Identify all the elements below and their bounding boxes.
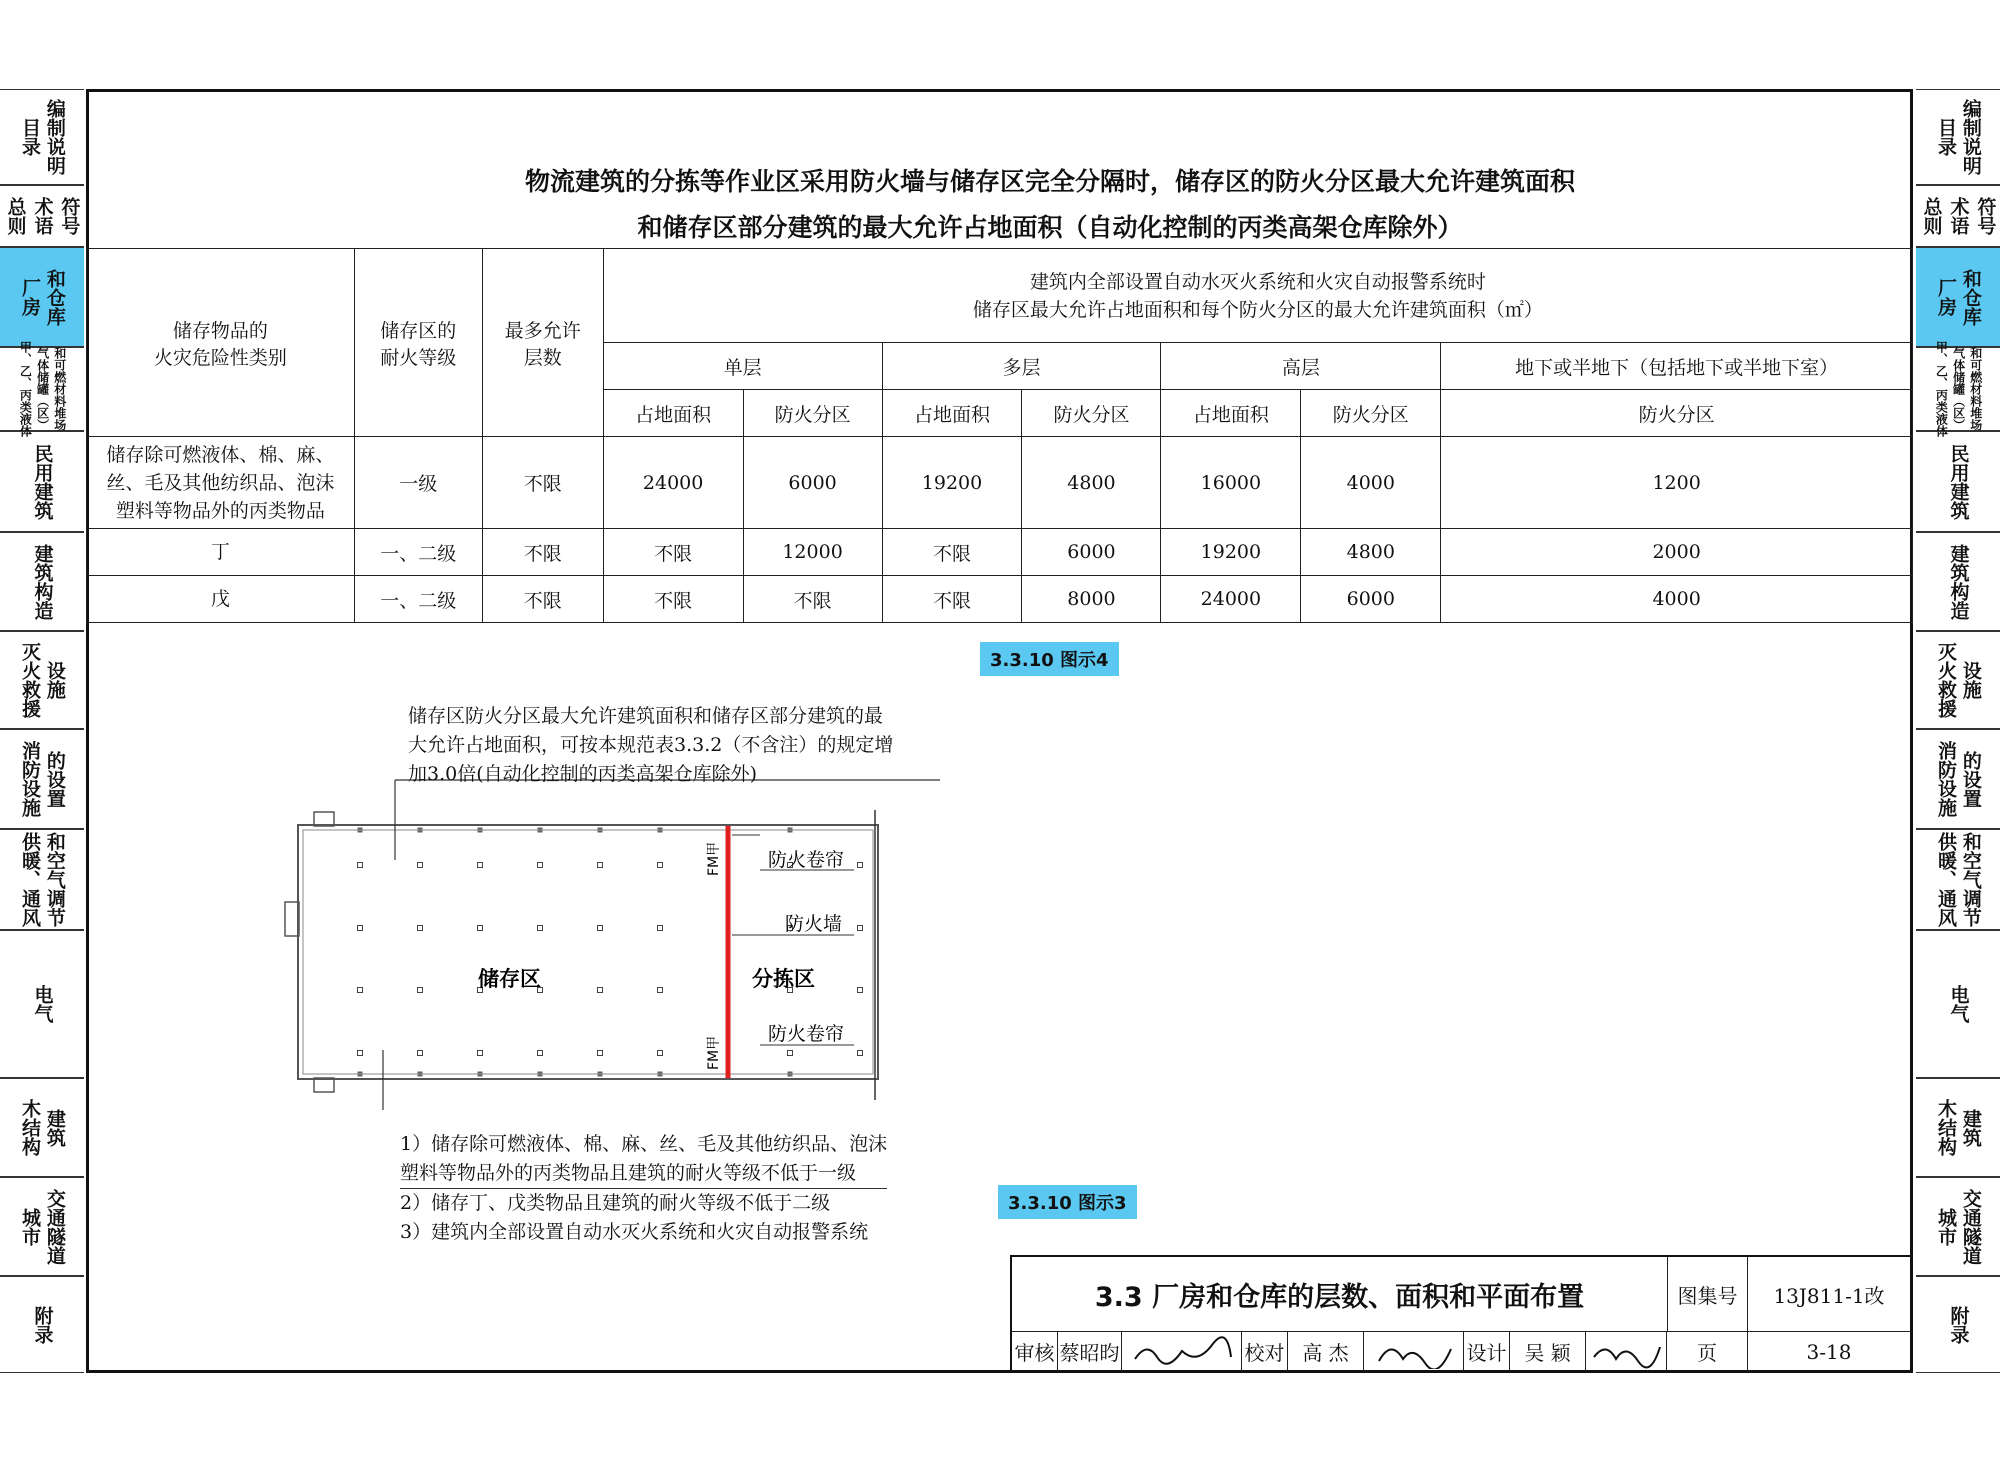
sidebar-tab-text: 灭火救援: [19, 642, 41, 718]
cell-category-line: 丁: [210, 541, 230, 563]
sidebar-tab-label: [1948, 1306, 1969, 1344]
header-floors: 最多允许 层数: [482, 249, 603, 437]
door-label-top: FM甲: [706, 841, 722, 876]
sidebar-tab-label: [1935, 741, 1981, 817]
area-table: [86, 248, 1913, 623]
atlas-label: 图集号: [1667, 1257, 1747, 1331]
column-marker: [538, 926, 543, 931]
sidebar-tab-mulu[interactable]: [1916, 89, 2000, 185]
sidebar-tab-text: 交通隧道: [1959, 1188, 1982, 1265]
cell-value: 6000: [743, 437, 882, 529]
sidebar-tab-label: [1948, 444, 1969, 520]
sidebar-tab-text: 和仓库: [1959, 268, 1982, 326]
cell-value: 19200: [882, 437, 1022, 529]
designer-signature: [1586, 1331, 1667, 1371]
cell-value: 4800: [1301, 529, 1441, 576]
sidebar-tab-text: 和可燃材料堆场: [52, 347, 67, 431]
sidebar-tab-label: [19, 269, 65, 326]
column-marker: [418, 1051, 423, 1056]
cell-floors: 不限: [482, 437, 603, 529]
header-zone: 防火分区: [1301, 390, 1441, 437]
column-marker: [658, 988, 663, 993]
sidebar-tab-label: [32, 544, 53, 620]
sidebar-tab-text: 符号: [1974, 197, 1997, 235]
cell-value: 12000: [743, 529, 882, 576]
sidebar-tab-chengshi[interactable]: [1916, 1177, 2000, 1276]
header-area: 占地面积: [1161, 390, 1301, 437]
sidebar-tab-miehuo[interactable]: [0, 631, 84, 729]
sidebar-tab-text: 和仓库: [43, 268, 66, 326]
sidebar-tab-label: [19, 99, 65, 175]
signature-mark-1: [1127, 1335, 1237, 1369]
label-fire-wall: 防火墙: [785, 913, 843, 935]
sidebar-tab-changfang[interactable]: [1916, 247, 2000, 347]
sidebar-tab-gouzao[interactable]: [1916, 532, 2000, 631]
sidebar-tab-label: [1935, 642, 1981, 718]
checker-signature: [1364, 1331, 1464, 1371]
header-zone: 防火分区: [1441, 390, 1913, 437]
sidebar-tab-text: 建筑构造: [1947, 543, 1970, 620]
sidebar-tab-label: [1935, 269, 1981, 326]
label-sorting-area: 分拣区: [752, 967, 815, 991]
table-row: [87, 529, 1913, 576]
column-marker: [658, 1051, 663, 1056]
sidebar-tab-text: 供暖、通风: [19, 832, 41, 927]
header-area: 占地面积: [603, 390, 743, 437]
sidebar-tab-text: 附录: [1947, 1305, 1970, 1344]
sidebar-tab-text: 编制说明: [43, 99, 66, 175]
cell-value: 6000: [1022, 529, 1161, 576]
sidebar-tab-text: 总则: [1920, 197, 1943, 235]
sidebar-tab-text: 厂房: [1935, 278, 1957, 316]
sidebar-tab-text: 甲、乙、丙类液体: [18, 341, 33, 437]
signature-mark-2: [1369, 1335, 1459, 1369]
sidebar-tab-label: [19, 1099, 65, 1156]
sidebar-tab-mujiegou[interactable]: [0, 1078, 84, 1177]
column-marker: [358, 863, 363, 868]
header-zone: 防火分区: [1022, 390, 1161, 437]
cell-value: 24000: [603, 437, 743, 529]
sidebar-tab-text: 城市: [1935, 1207, 1957, 1246]
table-row: [87, 437, 1913, 529]
header-span: 建筑内全部设置自动水灭火系统和火灾自动报警系统时 储存区最大允许占地面积和每个防火分区的最大允许建筑面积（㎡）: [603, 249, 1912, 343]
sidebar-tab-text: 消防设施: [19, 741, 41, 817]
sidebar-tab-label: [1934, 341, 1982, 437]
sidebar-tab-label: [1935, 1099, 1981, 1156]
cell-floors: 不限: [482, 529, 603, 576]
cell-value: 不限: [743, 576, 882, 623]
column-marker: [538, 1051, 543, 1056]
sidebar-tab-changfang[interactable]: [0, 247, 84, 347]
sidebar-tab-fulu[interactable]: [0, 1276, 84, 1373]
header-multi: 多层: [882, 343, 1161, 390]
cell-value: 2000: [1441, 529, 1913, 576]
column-marker: [478, 926, 483, 931]
cell-value: 1200: [1441, 437, 1913, 529]
sidebar-tab-label: [1948, 985, 1969, 1023]
sidebar-tab-text: 建筑构造: [31, 543, 54, 620]
column-marker: [418, 926, 423, 931]
reviewer-signature: [1122, 1331, 1242, 1371]
cell-category: [87, 529, 355, 576]
sidebar-tab-text: 民用建筑: [31, 443, 54, 520]
column-marker: [358, 926, 363, 931]
sidebar-tab-dianqi[interactable]: [1916, 930, 2000, 1078]
label-shutter-top: 防火卷帘: [768, 849, 845, 871]
title-block-title: 3.3 厂房和仓库的层数、面积和平面布置: [1094, 1281, 1585, 1313]
cell-value: 4000: [1441, 576, 1913, 623]
sidebar-tab-label: [18, 341, 66, 437]
column-marker: [478, 863, 483, 868]
sidebar-tab-text: 目录: [1935, 118, 1957, 156]
designer: 吴 颖: [1510, 1331, 1586, 1371]
sidebar-tab-text: 厂房: [19, 278, 41, 316]
sidebar-tab-miehuo[interactable]: [1916, 631, 2000, 729]
sidebar-tab-gongnuan[interactable]: [0, 829, 84, 930]
column-marker: [598, 926, 603, 931]
column-marker: [788, 1051, 793, 1056]
sidebar-tab-fulu[interactable]: [1916, 1276, 2000, 1373]
cell-category: [87, 576, 355, 623]
sidebar-tab-text: 的设置: [1959, 750, 1982, 808]
label-shutter-bottom: 防火卷帘: [768, 1023, 845, 1045]
sidebar-tab-minyong[interactable]: [0, 431, 84, 532]
sidebar-tab-label: [1935, 99, 1981, 175]
sidebar-tab-text: 交通隧道: [43, 1188, 66, 1265]
cell-value: 16000: [1161, 437, 1301, 529]
header-area: 占地面积: [882, 390, 1022, 437]
column-marker: [598, 988, 603, 993]
checker: 高 杰: [1288, 1331, 1364, 1371]
sidebar-tab-gongnuan[interactable]: [1916, 829, 2000, 930]
header-category: 储存物品的 火灾危险性类别: [87, 249, 355, 437]
sidebar-tab-text: 和空气调节: [1959, 832, 1982, 927]
sidebar-tab-text: 和可燃材料堆场: [1968, 347, 1983, 431]
stair-top: [314, 812, 334, 826]
column-marker: [598, 1051, 603, 1056]
sidebar-tab-text: 城市: [19, 1207, 41, 1246]
sidebar-tab-text: 电气: [31, 985, 54, 1023]
column-marker: [418, 988, 423, 993]
sidebar-tab-minyong[interactable]: [1916, 431, 2000, 532]
sidebar-tab-xiaofang[interactable]: [1916, 729, 2000, 829]
sidebar-tab-text: 符号: [58, 197, 81, 235]
design-label: 设计: [1464, 1331, 1510, 1371]
sidebar-tab-label: [1921, 197, 1996, 235]
title-block: [1010, 1255, 1913, 1373]
column-marker: [858, 988, 863, 993]
sidebar-tab-label: [32, 985, 53, 1023]
column-marker: [418, 863, 423, 868]
sidebar-tab-text: 目录: [19, 118, 41, 156]
sidebar-tab-label: [1948, 544, 1969, 620]
title-line-2: 和储存区部分建筑的最大允许占地面积（自动化控制的丙类高架仓库除外）: [637, 213, 1463, 242]
reviewer: 蔡昭昀: [1058, 1331, 1122, 1371]
sidebar-tab-jiayi[interactable]: [1916, 341, 2000, 437]
sidebar-tab-dianqi[interactable]: [0, 930, 84, 1078]
column-marker: [658, 926, 663, 931]
column-marker: [858, 1051, 863, 1056]
cell-value: 4800: [1022, 437, 1161, 529]
column-marker: [358, 988, 363, 993]
header-under: 地下或半地下（包括地下或半地下室）: [1441, 343, 1913, 390]
cell-value: 6000: [1301, 576, 1441, 623]
sidebar-tab-text: 附录: [31, 1305, 54, 1344]
table-row: [87, 576, 1913, 623]
sidebar-tab-text: 木结构: [1935, 1099, 1957, 1156]
signature-mark-3: [1588, 1335, 1664, 1369]
sidebar-tab-text: 灭火救援: [1935, 642, 1957, 718]
column-marker: [598, 863, 603, 868]
sidebar-tab-text: 总则: [4, 197, 27, 235]
column-marker: [538, 863, 543, 868]
cell-category-line: 戊: [210, 588, 230, 610]
sidebar-tab-text: 术语: [1947, 197, 1970, 235]
column-marker: [658, 863, 663, 868]
sidebar-tab-mulu[interactable]: [0, 89, 84, 185]
cell-grade: 一级: [354, 437, 482, 529]
atlas-number: 13J811-1改: [1747, 1257, 1910, 1331]
sidebar-tab-chengshi[interactable]: [0, 1177, 84, 1276]
column-marker: [858, 863, 863, 868]
title-line-1: 物流建筑的分拣等作业区采用防火墙与储存区完全分隔时，储存区的防火分区最大允许建筑面积: [524, 167, 1575, 196]
sidebar-tab-text: 供暖、通风: [1935, 832, 1957, 927]
cell-floors: 不限: [482, 576, 603, 623]
cell-value: 不限: [882, 529, 1022, 576]
sidebar-tab-label: [5, 197, 80, 235]
sidebar-tab-text: 建筑: [1959, 1108, 1982, 1147]
sidebar-tab-text: 民用建筑: [1947, 443, 1970, 520]
header-grade: 储存区的 耐火等级: [354, 249, 482, 437]
sidebar-tab-label: [1935, 1189, 1981, 1265]
sidebar-tab-text: 气体储罐（区）: [1951, 347, 1966, 431]
sidebar-tab-xiaofang[interactable]: [0, 729, 84, 829]
sidebar-tab-text: 电气: [1947, 985, 1970, 1023]
cell-grade: 一、二级: [354, 576, 482, 623]
cell-value: 8000: [1022, 576, 1161, 623]
sidebar-tab-jiayi[interactable]: [0, 341, 84, 437]
cell-category: [87, 437, 355, 529]
sidebar-tab-text: 的设置: [43, 750, 66, 808]
stair-bottom: [314, 1078, 334, 1092]
label-storage-area: 储存区: [478, 967, 541, 991]
column-marker: [478, 1051, 483, 1056]
cell-category-line: 丝、毛及其他纺织品、泡沫: [106, 471, 335, 494]
column-marker: [858, 926, 863, 931]
cell-value: 19200: [1161, 529, 1301, 576]
cell-category-line: 塑料等物品外的丙类物品: [115, 499, 325, 522]
header-zone: 防火分区: [743, 390, 882, 437]
cell-grade: 一、二级: [354, 529, 482, 576]
sidebar-tab-text: 编制说明: [1959, 99, 1982, 175]
cell-value: 不限: [603, 576, 743, 623]
entrance-left: [285, 902, 299, 936]
sidebar-tab-text: 设施: [43, 661, 66, 699]
sidebar-tab-text: 木结构: [19, 1099, 41, 1156]
sidebar-tab-label: [19, 741, 65, 817]
sidebar-tab-mujiegou[interactable]: [1916, 1078, 2000, 1177]
sidebar-tab-label: [32, 444, 53, 520]
caption-figure-3: 3.3.10 图示3: [998, 1185, 1137, 1219]
diagram-notes-bottom: 1）储存除可燃液体、棉、麻、丝、毛及其他纺织品、泡沫 塑料等物品外的丙类物品且建筑的耐火等级不低于一级 2）储存丁、戊类物品且建筑的耐火等级不低于二级 3）建筑内全部设置自动水灭火系统和火灾自动报警系统: [400, 1133, 888, 1243]
sidebar-tab-text: 设施: [1959, 661, 1982, 699]
check-label: 校对: [1242, 1331, 1288, 1371]
sidebar-tab-label: [19, 642, 65, 718]
header-single: 单层: [603, 343, 882, 390]
sidebar-tab-text: 和空气调节: [43, 832, 66, 927]
cell-value: 不限: [603, 529, 743, 576]
sidebar-tab-text: 建筑: [43, 1108, 66, 1147]
header-high: 高层: [1161, 343, 1441, 390]
column-marker: [358, 1051, 363, 1056]
sidebar-tab-label: [19, 832, 65, 927]
review-label: 审核: [1012, 1331, 1058, 1371]
page-label: 页: [1667, 1331, 1747, 1371]
page-number: 3-18: [1747, 1331, 1910, 1371]
cell-value: 4000: [1301, 437, 1441, 529]
cell-value: 24000: [1161, 576, 1301, 623]
sidebar-tab-label: [19, 1189, 65, 1265]
cell-value: 不限: [882, 576, 1022, 623]
door-label-bottom: FM甲: [706, 1035, 722, 1070]
sidebar-tab-label: [32, 1306, 53, 1344]
sidebar-tab-text: 消防设施: [1935, 741, 1957, 817]
sidebar-tab-text: 甲、乙、丙类液体: [1934, 341, 1949, 437]
sidebar-tab-text: 术语: [31, 197, 54, 235]
sidebar-tab-text: 气体储罐（区）: [35, 347, 50, 431]
sidebar-tab-gouzao[interactable]: [0, 532, 84, 631]
sidebar-tab-zongze[interactable]: [1916, 185, 2000, 247]
sidebar-tab-zongze[interactable]: [0, 185, 84, 247]
cell-category-line: 储存除可燃液体、棉、麻、: [106, 443, 335, 466]
caption-figure-4: 3.3.10 图示4: [980, 642, 1119, 676]
diagram-note-top: 储存区防火分区最大允许建筑面积和储存区部分建筑的最 大允许占地面积，可按本规范表3.3.2（不含注）的规定增 加3.0倍(自动化控制的丙类高架仓库除外): [408, 705, 894, 785]
sidebar-tab-label: [1935, 832, 1981, 927]
